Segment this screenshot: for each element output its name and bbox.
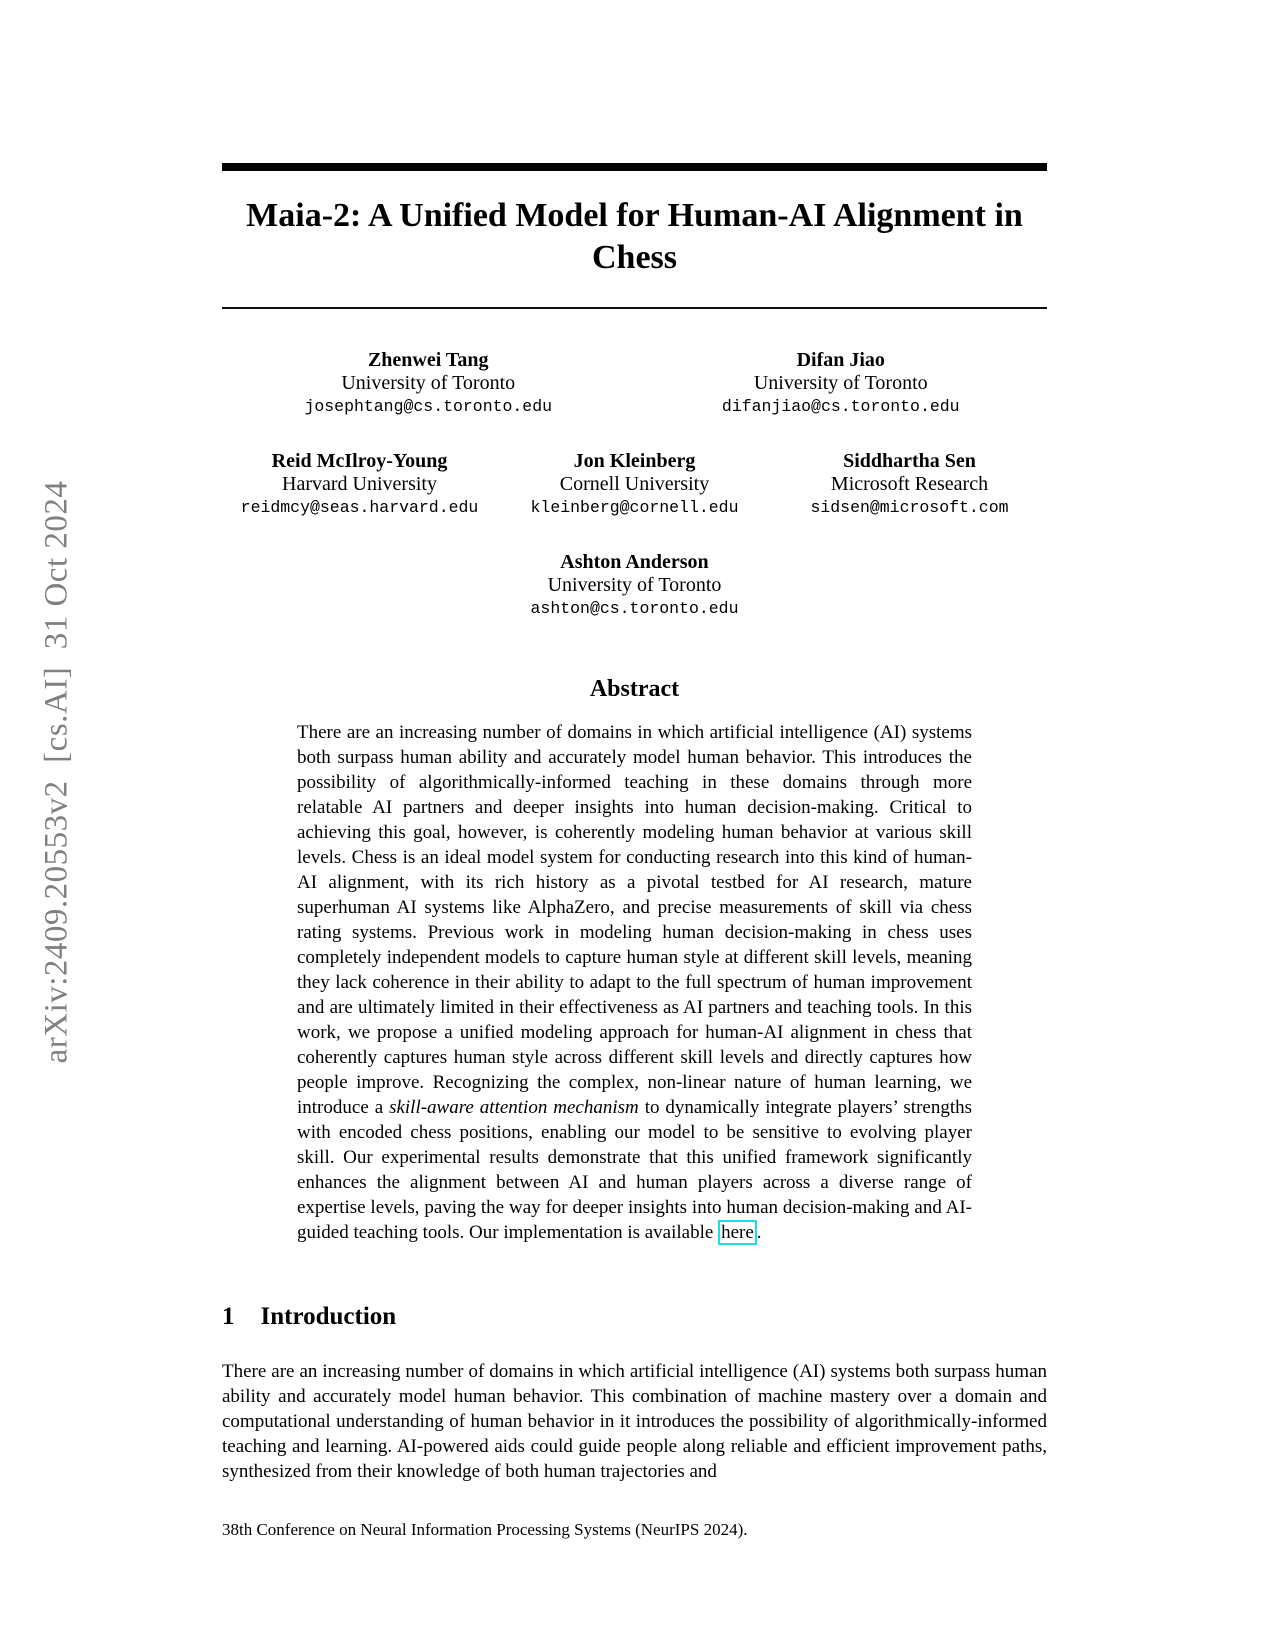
author-name: Zhenwei Tang [367, 349, 489, 371]
text-block [222, 163, 1047, 1484]
arxiv-watermark: arXiv:2409.20553v2 [cs.AI] 31 Oct 2024 [38, 480, 75, 1064]
abstract-text [297, 720, 972, 1245]
footer-conference-note: 38th Conference on Neural Information Processing Systems (NeurIPS 2024). [222, 1520, 748, 1539]
author-name: Jon Kleinberg [573, 450, 696, 472]
section-title: Introduction [260, 1303, 397, 1330]
author-affiliation: Harvard University [282, 473, 437, 495]
author-block-zhenwei-tang [222, 349, 635, 418]
author-block-difan-jiao [635, 349, 1048, 418]
author-email: kleinberg@cornell.edu [530, 498, 739, 517]
author-name: Reid McIlroy-Young [271, 450, 448, 472]
author-affiliation: University of Toronto [753, 372, 928, 394]
author-block-ashton-anderson [222, 551, 1047, 620]
author-email: reidmcy@seas.harvard.edu [240, 498, 479, 517]
author-affiliation: Microsoft Research [830, 473, 989, 495]
author-affiliation: University of Toronto [547, 574, 722, 596]
author-email: sidsen@microsoft.com [810, 498, 1009, 517]
abstract-part2: to dynamically integrate players’ strengths with encoded chess positions, enabling our model to be sensitive to evolving player skill. Our experimental results demonstrate that this unified framework significantly enhances the alignment between AI and human players across a diverse range of expertise levels, paving the way for deeper insights into human decision-making and AI-guided teaching tools. Our implementation is available [297, 1097, 972, 1243]
title-rule-bottom [222, 307, 1047, 309]
paper-title: Maia-2: A Unified Model for Human-AI Alignment in Chess [246, 197, 1023, 276]
abstract-heading: Abstract [589, 676, 680, 702]
author-name: Difan Jiao [796, 349, 885, 371]
author-block-reid-mcilroy-young [222, 450, 497, 519]
abstract-part3: . [756, 1222, 762, 1243]
title-rule-top [222, 163, 1047, 171]
author-email: josephtang@cs.toronto.edu [304, 397, 553, 416]
introduction-paragraph: There are an increasing number of domains in which artificial intelligence (AI) systems both surpass human ability and accurately model human behavior. This combination of machine mastery over a domain and computational understanding of human behavior in it introduces the possibility of algorithmically-informed teaching and learning. AI-powered aids could guide people along reliable and efficient improvement paths, synthesized from their knowledge of both human trajectories and [222, 1361, 1047, 1482]
author-block-jon-kleinberg [497, 450, 772, 519]
section-heading-introduction [222, 1301, 1047, 1333]
author-affiliation: University of Toronto [341, 372, 516, 394]
author-block-siddhartha-sen [772, 450, 1047, 519]
author-name: Siddhartha Sen [843, 450, 976, 472]
author-row-3 [222, 551, 1047, 620]
author-affiliation: Cornell University [559, 473, 710, 495]
implementation-here-link[interactable]: here [718, 1220, 757, 1245]
author-email: ashton@cs.toronto.edu [530, 599, 739, 618]
abstract-part1: There are an increasing number of domains in which artificial intelligence (AI) systems both surpass human ability and accurately model human behavior. This introduces the possibility of algorithmically-informed teaching in these domains through more relatable AI partners and deeper insights into human decision-making. Critical to achieving this goal, however, is coherently modeling human behavior at various skill levels. Chess is an ideal model system for conducting research into this kind of human-AI alignment, with its rich history as a pivotal testbed for AI research, mature superhuman AI systems like AlphaZero, and precise measurements of skill via chess rating systems. Previous work in modeling human decision-making in chess uses completely independent models to capture human style at different skill levels, meaning they lack coherence in their ability to adapt to the full spectrum of human improvement and are ultimately limited in their effectiveness as AI partners and teaching tools. In this work, we propose a unified modeling approach for human-AI alignment in chess that coherently captures human style across different skill levels and directly captures how people improve. Recognizing the complex, non-linear nature of human learning, we introduce a [297, 722, 972, 1118]
abstract-italic-phrase: skill-aware attention mechanism [389, 1097, 639, 1118]
section-number: 1 [222, 1303, 235, 1330]
author-row-2 [222, 450, 1047, 519]
author-email: difanjiao@cs.toronto.edu [721, 397, 960, 416]
author-row-1 [222, 349, 1047, 418]
author-name: Ashton Anderson [560, 551, 709, 573]
